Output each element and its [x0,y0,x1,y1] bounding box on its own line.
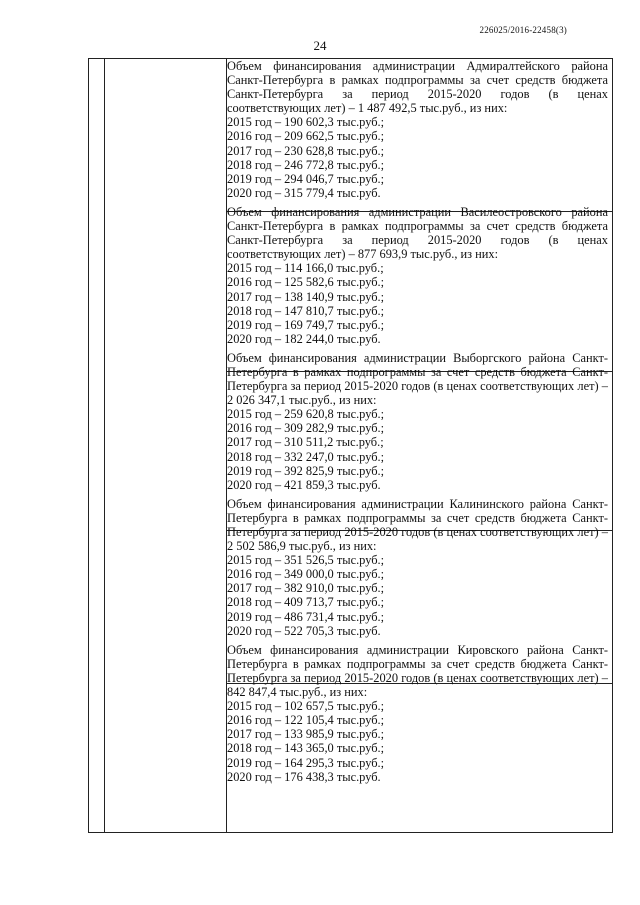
financing-block-vyborgsky [227,351,608,492]
year-line: 2016 год – 209 662,5 тыс.руб.; [227,129,385,144]
year-line: 2017 год – 138 140,9 тыс.руб.; [227,289,385,304]
financing-block-admiralteysky [227,59,608,200]
year-line: 2015 год – 114 166,0 тыс.руб.; [227,261,384,276]
year-line: 2020 год – 176 438,3 тыс.руб. [227,769,381,784]
year-line: 2016 год – 309 282,9 тыс.руб.; [227,421,385,436]
financing-block-kalininsky [227,497,608,638]
year-line: 2016 год – 122 105,4 тыс.руб.; [227,713,385,728]
year-line: 2019 год – 294 046,7 тыс.руб.; [227,171,385,186]
year-line: 2016 год – 349 000,0 тыс.руб.; [227,567,385,582]
year-line: 2018 год – 246 772,8 тыс.руб.; [227,157,385,172]
year-line: 2015 год – 259 620,8 тыс.руб.; [227,407,385,422]
year-line: 2017 год – 133 985,9 тыс.руб.; [227,727,385,742]
document-code: 226025/2016-22458(3) [479,25,567,35]
year-line: 2019 год – 169 749,7 тыс.руб.; [227,317,385,332]
year-line: 2019 год – 164 295,3 тыс.руб.; [227,755,385,770]
financing-intro: Объем финансирования администрации Калининского района Санкт-Петербурга в рамках подпрограммы за счет средств бюджета Санкт-Петербурга за период 2015-2020 годов (в ценах соответствующих лет) – 2 502 586,9 тыс.руб., из них: [227,496,608,554]
year-line: 2020 год – 522 705,3 тыс.руб. [227,623,381,638]
year-line: 2016 год – 125 582,6 тыс.руб.; [227,275,385,290]
year-line: 2015 год – 190 602,3 тыс.руб.; [227,115,385,130]
year-line: 2020 год – 315 779,4 тыс.руб. [227,185,381,200]
financing-intro: Объем финансирования администрации Адмиралтейского района Санкт-Петербурга в рамках подпрограммы за счет средств бюджета Санкт-Петербурга за период 2015-2020 годов (в ценах соответствующих лет) – 1 487 492,5 тыс.руб., из них: [227,59,608,116]
financing-intro: Объем финансирования администрации Выборгского района Санкт-Петербурга в рамках подпрограммы за счет средств бюджета Санкт-Петербурга за период 2015-2020 годов (в ценах соответствующих лет) – 2 026 347,1 тыс.руб., из них: [227,350,608,408]
page-number: 24 [313,38,327,53]
financing-intro: Объем финансирования администрации Василеостровского района Санкт-Петербурга в рамках подпрограммы за счет средств бюджета Санкт-Петербурга за период 2015-2020 годов (в ценах соответствующих лет) – 877 693,9 тыс.руб., из них: [227,204,608,262]
year-line: 2019 год – 486 731,4 тыс.руб.; [227,609,385,624]
year-line: 2020 год – 182 244,0 тыс.руб. [227,331,381,346]
financing-content [227,59,608,784]
year-line: 2015 год – 102 657,5 тыс.руб.; [227,699,385,714]
year-line: 2015 год – 351 526,5 тыс.руб.; [227,553,385,568]
year-line: 2017 год – 230 628,8 тыс.руб.; [227,143,385,158]
year-line: 2017 год – 382 910,0 тыс.руб.; [227,581,385,596]
column-divider-1 [104,59,105,832]
financing-intro: Объем финансирования администрации Кировского района Санкт-Петербурга в рамках подпрограммы за счет средств бюджета Санкт-Петербурга за период 2015-2020 годов (в ценах соответствующих лет) – 842 847,4 тыс.руб., из них: [227,642,608,700]
financing-block-vasileostrovsky [227,205,608,346]
year-line: 2019 год – 392 825,9 тыс.руб.; [227,463,385,478]
year-line: 2018 год – 147 810,7 тыс.руб.; [227,303,385,318]
financing-block-kirovsky [227,643,608,784]
year-line: 2018 год – 332 247,0 тыс.руб.; [227,449,385,464]
year-line: 2020 год – 421 859,3 тыс.руб. [227,477,381,492]
year-line: 2018 год – 409 713,7 тыс.руб.; [227,595,385,610]
year-line: 2018 год – 143 365,0 тыс.руб.; [227,741,385,756]
year-line: 2017 год – 310 511,2 тыс.руб.; [227,435,384,450]
